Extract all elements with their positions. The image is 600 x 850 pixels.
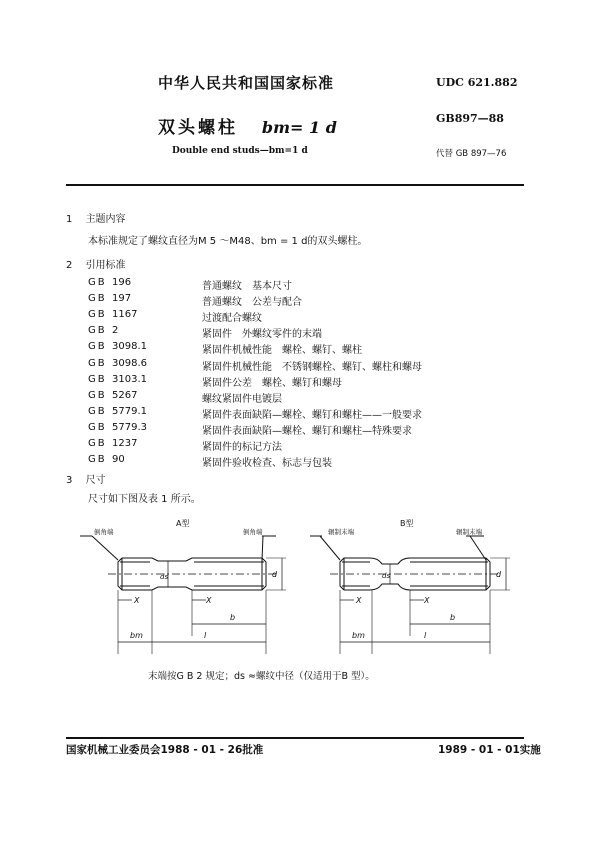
reference-code [88, 277, 202, 292]
reference-title: 紧固件机械性能 不锈钢螺栓、螺钉、螺柱和螺母 [202, 361, 422, 373]
reference-code [88, 358, 202, 373]
reference-item [88, 374, 342, 389]
section-1-heading [66, 210, 126, 225]
reference-code [88, 438, 202, 453]
reference-title: 紧固件公差 螺栓、螺钉和螺母 [202, 377, 342, 389]
approval-line: 国家机械工业委员会1988 - 01 - 26批准 [66, 744, 264, 756]
reference-item [88, 406, 422, 421]
chamfer-end-label-right: 倒角端 [243, 528, 263, 536]
bm-label-b: bm [352, 631, 365, 640]
reference-prefix: GB [88, 405, 107, 417]
reference-title: 紧固件表面缺陷—螺栓、螺钉和螺柱——一般要求 [202, 409, 422, 421]
reference-number: 3103.1 [112, 373, 147, 385]
reference-prefix: GB [88, 438, 107, 449]
reference-prefix: GB [88, 373, 107, 385]
document-title [158, 113, 337, 138]
section-number: 2 [66, 260, 73, 271]
reference-code [88, 293, 202, 308]
section-3-body: 尺寸如下图及表 1 所示。 [88, 494, 201, 505]
section-2-heading [66, 256, 126, 271]
reference-prefix: GB [88, 341, 107, 353]
leader-line [320, 536, 340, 560]
reference-prefix: GB [88, 357, 107, 369]
issuing-authority: 中华人民共和国国家标准 [158, 74, 335, 92]
replaces-standard: 代替 GB 897—76 [436, 149, 507, 159]
ds-label-b: ds [382, 572, 391, 580]
reference-title: 紧固件机械性能 螺栓、螺钉、螺柱 [202, 345, 362, 357]
section-title: 引用标准 [85, 260, 126, 271]
reference-title: 螺纹紧固件电镀层 [202, 393, 282, 405]
reference-code [88, 390, 202, 405]
chamfer-end-label-left: 倒角端 [94, 528, 114, 536]
reference-number: 1237 [112, 438, 138, 449]
reference-item [88, 325, 322, 340]
reference-title: 普通螺纹 基本尺寸 [202, 281, 292, 292]
bm-label-a: bm [130, 631, 143, 640]
reference-number: 5779.3 [112, 421, 147, 433]
type-b-label: B型 [400, 519, 414, 528]
section-number: 3 [66, 475, 73, 486]
title-formula: bm= 1 d [261, 118, 337, 137]
type-a-label: A型 [176, 519, 190, 528]
reference-title: 紧固件验收检查、标志与包装 [202, 458, 332, 470]
reference-prefix: GB [88, 325, 107, 337]
leader-line [262, 536, 263, 560]
section-1-body: 本标准规定了螺纹直径为M 5 ～M48、bm = 1 d的双头螺柱。 [88, 236, 368, 247]
reference-item [88, 341, 362, 356]
reference-prefix: GB [88, 421, 107, 433]
section-title: 尺寸 [85, 475, 106, 486]
footer-divider [66, 737, 524, 739]
reference-item [88, 293, 302, 308]
reference-item [88, 438, 282, 453]
stud-dimension-figure [0, 512, 600, 682]
d-label-b: d [496, 570, 502, 579]
reference-prefix: GB [88, 454, 107, 466]
reference-item [88, 422, 412, 437]
reference-item [88, 277, 292, 292]
reference-number: 5779.1 [112, 405, 147, 417]
reference-number: 3098.6 [112, 357, 147, 369]
reference-number: 3098.1 [112, 341, 147, 353]
title-cn: 双头螺柱 [158, 118, 238, 138]
reference-number: 1167 [112, 309, 138, 321]
x-label-b-left: X [356, 596, 362, 605]
section-3-heading [66, 471, 106, 486]
reference-code [88, 325, 202, 340]
reference-code [88, 422, 202, 437]
reference-number: 196 [112, 277, 132, 288]
l-label-a: l [204, 631, 207, 640]
x-label-a-left: X [134, 596, 140, 605]
reference-title: 紧固件的标记方法 [202, 442, 282, 453]
reference-code [88, 309, 202, 324]
title-english: Double end studs—bm=1 d [172, 146, 308, 156]
reference-number: 197 [112, 293, 132, 305]
ds-label-a: ds [160, 573, 169, 581]
section-number: 1 [66, 214, 73, 225]
udc-code: UDC 621.882 [436, 76, 518, 89]
l-label-b: l [424, 631, 427, 640]
reference-title: 紧固件 外螺纹零件的末端 [202, 329, 322, 341]
reference-item [88, 358, 422, 373]
reference-code [88, 374, 202, 389]
reference-item [88, 454, 332, 469]
reference-prefix: GB [88, 277, 107, 288]
reference-prefix: GB [88, 309, 107, 321]
reference-code [88, 341, 202, 356]
reference-code [88, 454, 202, 469]
header-divider [66, 184, 524, 186]
reference-item [88, 390, 282, 405]
reference-title: 紧固件表面缺陷—螺栓、螺钉和螺柱—特殊要求 [202, 425, 412, 437]
b-label-b: b [450, 613, 456, 622]
d-label-a: d [272, 570, 278, 579]
reference-number: 5267 [112, 389, 138, 401]
section-title: 主题内容 [85, 214, 126, 225]
x-label-a-right: X [206, 596, 212, 605]
reference-title: 过渡配合螺纹 [202, 313, 262, 325]
reference-item [88, 309, 262, 324]
reference-code [88, 406, 202, 421]
leader-line [470, 536, 486, 560]
leader-line [92, 536, 118, 560]
figure-caption: 末端按G B 2 规定；ds ≈螺纹中径（仅适用于B 型）。 [148, 671, 375, 682]
reference-prefix: GB [88, 389, 107, 401]
standard-number: GB897—88 [436, 112, 504, 125]
b-label-a: b [230, 613, 236, 622]
reference-prefix: GB [88, 293, 107, 305]
effective-date: 1989 - 01 - 01实施 [438, 744, 541, 756]
reference-title: 普通螺纹 公差与配合 [202, 297, 302, 309]
rolled-end-label-right: 辗制末端 [456, 528, 482, 536]
reference-number: 2 [112, 325, 119, 337]
rolled-end-label-left: 辗制末端 [328, 528, 354, 536]
x-label-b-right: X [424, 596, 430, 605]
reference-number: 90 [112, 454, 125, 466]
